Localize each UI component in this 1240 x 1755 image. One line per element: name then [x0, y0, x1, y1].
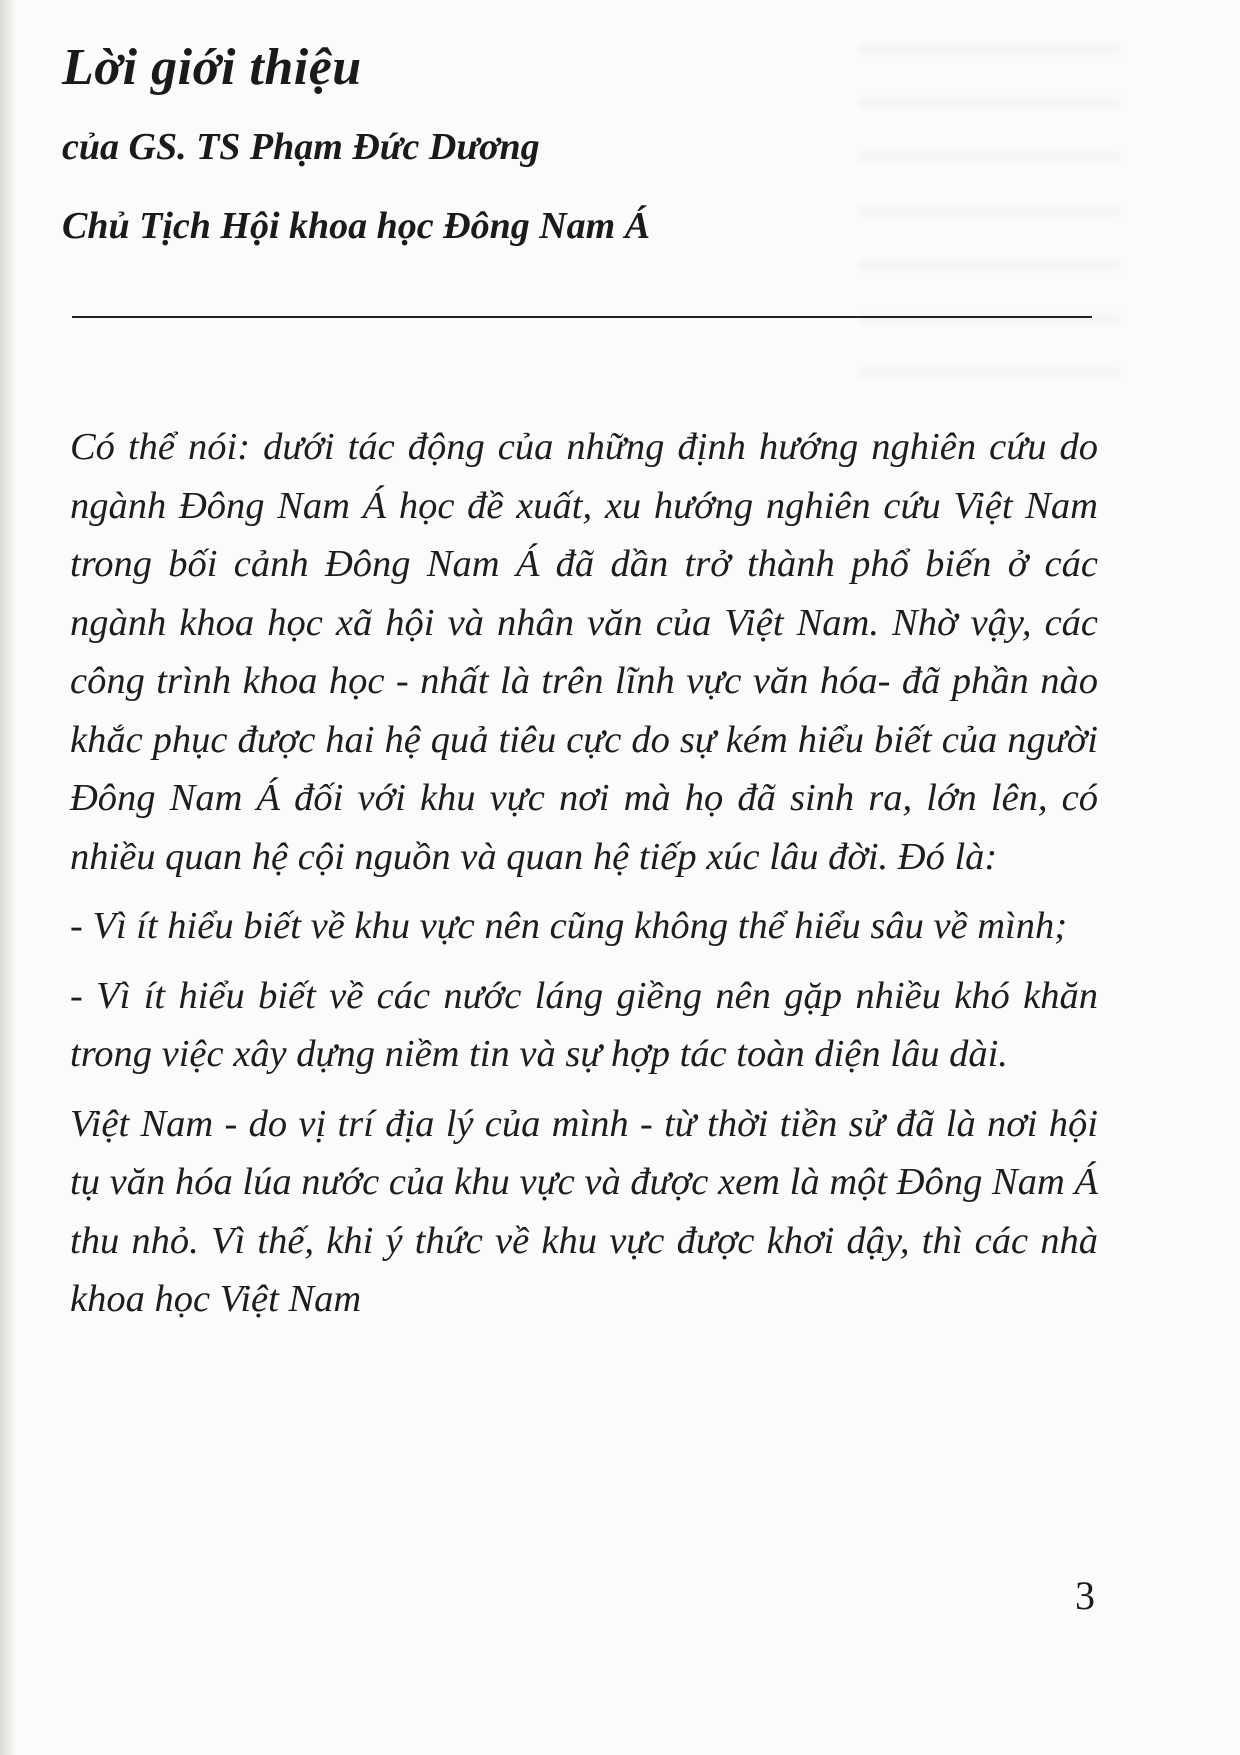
body-text [70, 418, 1098, 1340]
title-divider [72, 316, 1092, 318]
show-through-bleed [860, 0, 1120, 420]
bullet-paragraph: - Vì ít hiểu biết về các nước láng giềng nên gặp nhiều khó khăn trong việc xây dựng niềm tin và sự hợp tác toàn diện lâu dài. [70, 974, 1098, 1075]
paragraph: Có thể nói: dưới tác động của những định hướng nghiên cứu do ngành Đông Nam Á học đề xuất, xu hướng nghiên cứu Việt Nam trong bối cảnh Đông Nam Á đã dần trở thành phổ biến ở các ngành khoa học xã hội và nhân văn của Việt Nam. Nhờ vậy, các công trình khoa học - nhất là trên lĩnh vực văn hóa- đã phần nào khắc phục được hai hệ quả tiêu cực do sự kém hiểu biết của người Đông Nam Á đối với khu vực nơi mà họ đã sinh ra, lớn lên, có nhiều quan hệ cội nguồn và quan hệ tiếp xúc lâu đời. Đó là: [70, 426, 1098, 878]
binding-shadow [0, 0, 16, 1755]
bullet-paragraph: - Vì ít hiểu biết về khu vực nên cũng không thể hiểu sâu về mình; [70, 905, 1068, 947]
page-number: 3 [1075, 1573, 1095, 1618]
author-line: của GS. TS Phạm Đức Dương [62, 126, 540, 168]
paragraph: Việt Nam - do vị trí địa lý của mình - từ thời tiền sử đã là nơi hội tụ văn hóa lúa nước của khu vực và được xem là một Đông Nam Á thu nhỏ. Vì thế, khi ý thức về khu vực được khơi dậy, thì các nhà khoa học Việt Nam [70, 1102, 1098, 1320]
page-title: Lời giới thiệu [62, 39, 362, 96]
author-position-line: Chủ Tịch Hội khoa học Đông Nam Á [62, 205, 651, 247]
